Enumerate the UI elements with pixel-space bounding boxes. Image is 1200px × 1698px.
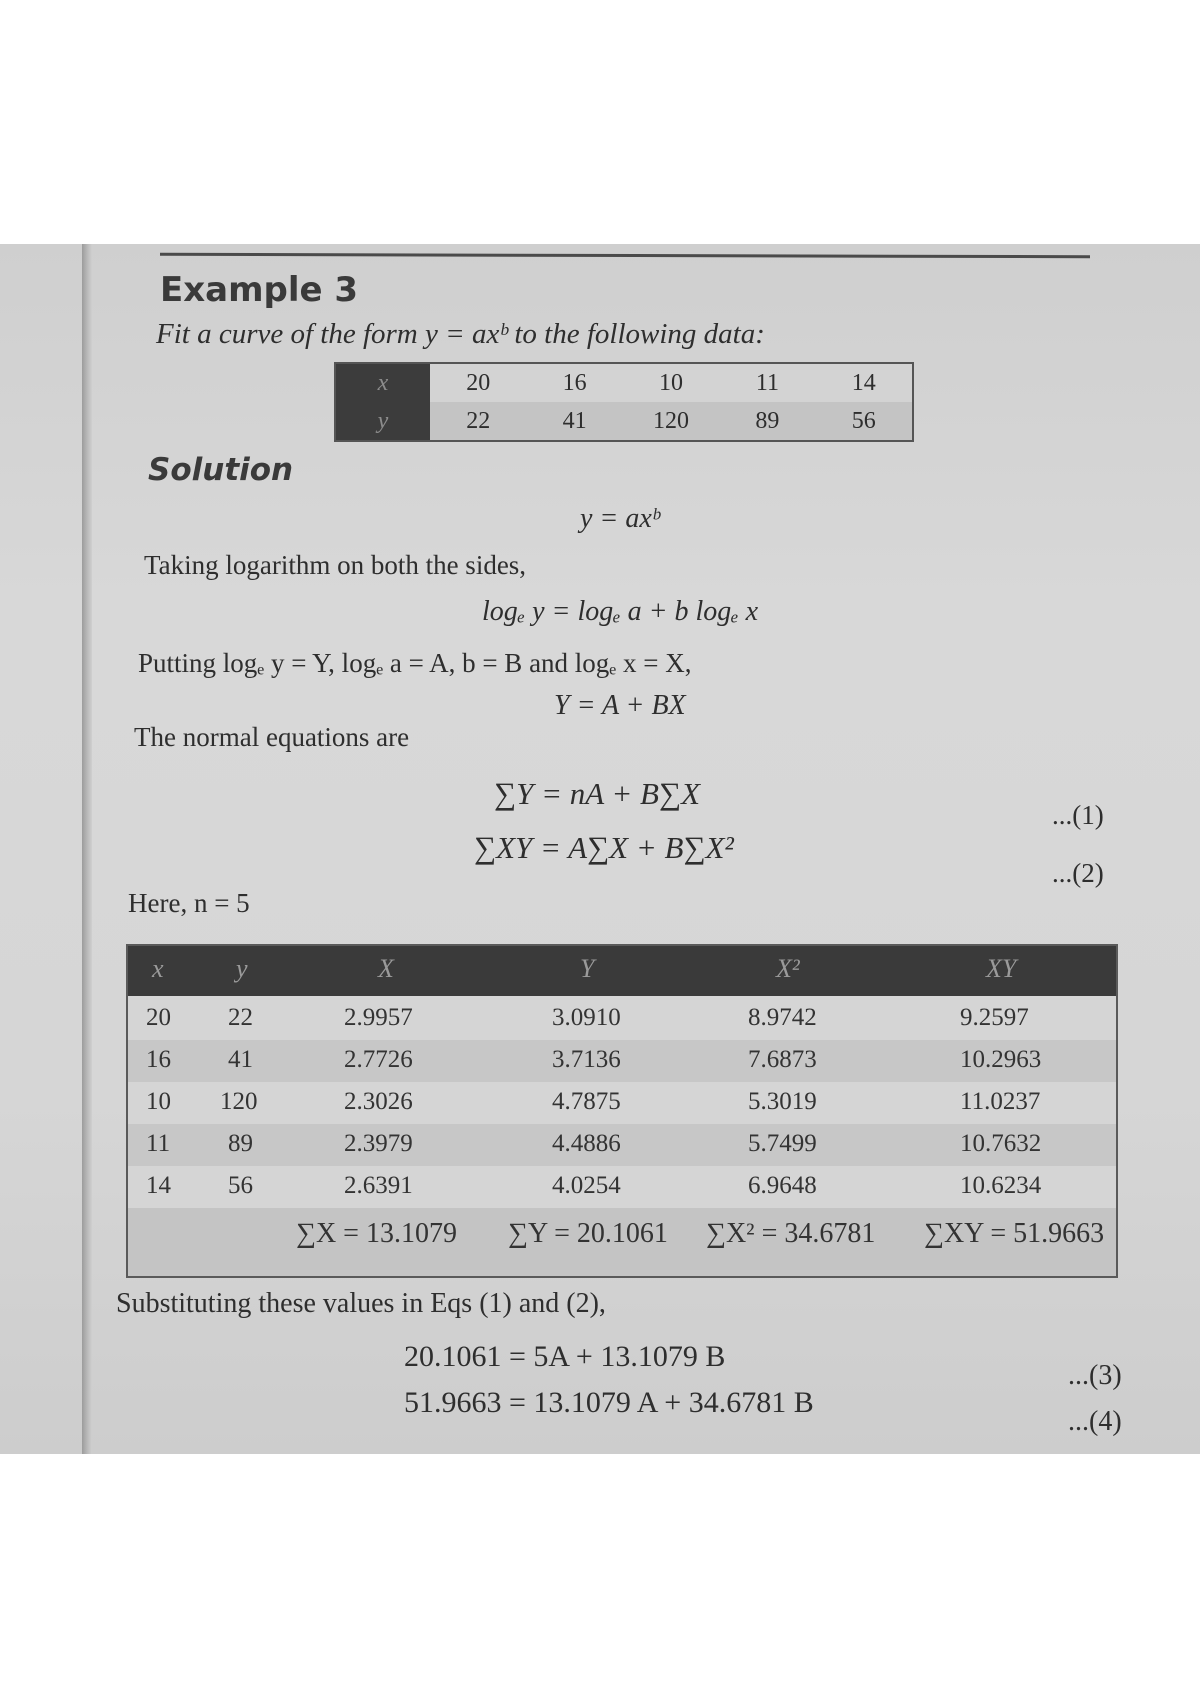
data-cell: 120	[623, 402, 719, 440]
cell-x-squared: 8.9742	[748, 1004, 817, 1031]
cell-big-y: 3.0910	[552, 1004, 621, 1031]
sum-x: ∑X = 13.1079	[296, 1218, 457, 1249]
data-cell: 56	[816, 402, 912, 440]
header-xy: XY	[986, 954, 1017, 983]
text-normal-equations: The normal equations are	[134, 722, 410, 752]
data-cell: 20	[430, 364, 526, 402]
data-cell: 16	[526, 364, 622, 402]
equation-number-3: ...(3)	[1068, 1360, 1122, 1391]
table-header-row	[128, 946, 1116, 996]
table-row	[128, 1166, 1116, 1208]
cell-y: 120	[220, 1088, 258, 1115]
data-cell: 89	[719, 402, 815, 440]
table-row	[128, 1040, 1116, 1082]
table-sum-row	[128, 1208, 1116, 1276]
text-putting: Putting logₑ y = Y, logₑ a = A, b = B and logₑ x = X,	[138, 648, 692, 678]
cell-big-y: 4.0254	[552, 1172, 621, 1199]
equation-number-4: ...(4)	[1068, 1406, 1122, 1437]
sum-xy: ∑XY = 51.9663	[924, 1218, 1105, 1249]
header-x: x	[152, 954, 164, 983]
cell-x-squared: 6.9648	[748, 1172, 817, 1199]
cell-xy: 10.7632	[960, 1130, 1042, 1157]
sum-x-squared: ∑X² = 34.6781	[706, 1218, 876, 1249]
cell-xy: 10.2963	[960, 1046, 1042, 1073]
equation-log: logₑ y = logₑ a + b logₑ x	[482, 596, 759, 627]
text-substituting: Substituting these values in Eqs (1) and (2),	[116, 1288, 606, 1319]
table-row	[128, 998, 1116, 1040]
cell-x-squared: 5.7499	[748, 1130, 817, 1157]
header-big-y: Y	[580, 954, 595, 983]
equation-linear: Y = A + BX	[554, 690, 686, 721]
cell-x: 20	[146, 1004, 171, 1031]
equation-model: y = axᵇ	[580, 503, 660, 534]
cell-xy: 10.6234	[960, 1172, 1042, 1199]
normal-equation-1: ∑Y = nA + B∑X	[494, 776, 701, 811]
book-spine-shadow	[82, 244, 92, 1454]
equation-4: 51.9663 = 13.1079 A + 34.6781 B	[404, 1386, 814, 1419]
header-x-squared: X²	[776, 954, 800, 983]
data-table-y-label: y	[336, 402, 430, 440]
cell-xy: 11.0237	[960, 1088, 1041, 1115]
cell-big-x: 2.9957	[344, 1004, 413, 1031]
cell-big-y: 4.4886	[552, 1130, 621, 1157]
text-n-value: Here, n = 5	[128, 888, 250, 918]
cell-big-y: 3.7136	[552, 1046, 621, 1073]
cell-xy: 9.2597	[960, 1004, 1029, 1031]
cell-x: 10	[146, 1088, 171, 1115]
equation-3: 20.1061 = 5A + 13.1079 B	[404, 1340, 726, 1373]
problem-statement: Fit a curve of the form y = axᵇ to the following data:	[156, 318, 765, 350]
solution-heading: Solution	[148, 452, 294, 488]
header-y: y	[236, 954, 248, 983]
data-cell: 22	[430, 402, 526, 440]
cell-y: 89	[228, 1130, 253, 1157]
text-logarithm: Taking logarithm on both the sides,	[144, 550, 527, 580]
cell-big-x: 2.7726	[344, 1046, 413, 1073]
normal-equation-2: ∑XY = A∑X + B∑X²	[474, 830, 734, 865]
solution-table	[126, 944, 1118, 1278]
data-table	[334, 362, 914, 442]
cell-big-y: 4.7875	[552, 1088, 621, 1115]
data-cell: 10	[623, 364, 719, 402]
header-big-x: X	[378, 954, 394, 983]
cell-x: 14	[146, 1172, 171, 1199]
data-cell: 41	[526, 402, 622, 440]
cell-big-x: 2.3979	[344, 1130, 413, 1157]
example-heading: Example 3	[160, 270, 359, 310]
equation-number-2: ...(2)	[1052, 858, 1104, 888]
data-table-x-label: x	[336, 364, 430, 402]
cell-big-x: 2.3026	[344, 1088, 413, 1115]
equation-number-1: ...(1)	[1052, 800, 1104, 830]
table-row	[128, 1082, 1116, 1124]
cell-y: 56	[228, 1172, 253, 1199]
cell-x-squared: 7.6873	[748, 1046, 817, 1073]
cell-x-squared: 5.3019	[748, 1088, 817, 1115]
cell-y: 41	[228, 1046, 253, 1073]
cell-y: 22	[228, 1004, 253, 1031]
cell-big-x: 2.6391	[344, 1172, 413, 1199]
sum-y: ∑Y = 20.1061	[508, 1218, 668, 1249]
cell-x: 16	[146, 1046, 171, 1073]
data-cell: 11	[719, 364, 815, 402]
cell-x: 11	[146, 1130, 171, 1157]
data-cell: 14	[816, 364, 912, 402]
table-row	[128, 1124, 1116, 1166]
